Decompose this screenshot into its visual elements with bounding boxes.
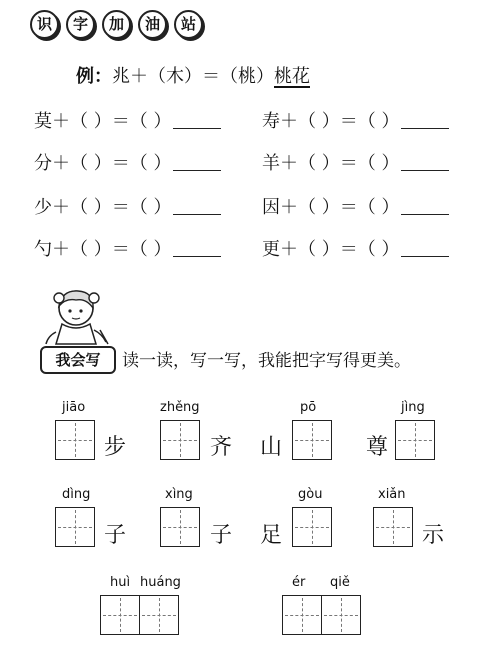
pinyin: pō	[300, 400, 317, 415]
writing-grid[interactable]	[282, 595, 322, 635]
pinyin: huì	[110, 575, 131, 590]
equation-text: 少＋（ ）＝（ ）	[34, 197, 172, 218]
equation-text: 勺＋（ ）＝（ ）	[34, 239, 172, 260]
equation-row	[262, 238, 449, 262]
component-char: 子	[104, 523, 127, 548]
component-char: 尊	[366, 435, 389, 460]
writing-grid[interactable]	[160, 420, 200, 460]
instruction-text: 读一读，写一写，我能把字写得更美。	[122, 351, 411, 371]
pinyin: gòu	[298, 487, 323, 502]
equation-text: 因＋（ ）＝（ ）	[262, 197, 400, 218]
pinyin: qiě	[330, 575, 350, 590]
component-char: 示	[422, 523, 445, 548]
answer-blank[interactable]	[401, 152, 449, 171]
equation-text: 更＋（ ）＝（ ）	[262, 239, 400, 260]
equation-row	[262, 196, 449, 220]
pinyin: zhěng	[160, 400, 200, 415]
writing-grid[interactable]	[373, 507, 413, 547]
equation-row	[262, 152, 449, 176]
equation-text: 莫＋（ ）＝（ ）	[34, 111, 172, 132]
writing-grid[interactable]	[160, 507, 200, 547]
writing-grid[interactable]	[139, 595, 179, 635]
equation-text: 寿＋（ ）＝（ ）	[262, 111, 400, 132]
pinyin: dìng	[62, 487, 91, 502]
answer-blank[interactable]	[173, 238, 221, 257]
pinyin: xìng	[165, 487, 193, 502]
example-equation: 兆＋（木）＝（桃）	[112, 66, 274, 87]
example-line	[76, 62, 310, 88]
answer-blank[interactable]	[173, 110, 221, 129]
section-header	[30, 10, 210, 42]
equation-text: 羊＋（ ）＝（ ）	[262, 153, 400, 174]
pinyin: huáng	[140, 575, 181, 590]
component-char: 足	[260, 523, 283, 548]
component-char: 步	[104, 435, 127, 460]
answer-blank[interactable]	[401, 238, 449, 257]
pinyin: ér	[292, 575, 306, 590]
writing-grid[interactable]	[55, 507, 95, 547]
writing-grid[interactable]	[292, 420, 332, 460]
equation-row	[34, 238, 221, 262]
header-char: 识	[30, 10, 59, 39]
equation-row	[34, 196, 221, 220]
component-char: 子	[210, 523, 233, 548]
header-char: 站	[174, 10, 203, 39]
header-char: 字	[66, 10, 95, 39]
answer-blank[interactable]	[173, 152, 221, 171]
example-label: 例：	[76, 66, 112, 87]
pinyin: xiǎn	[378, 487, 406, 502]
equation-row	[34, 110, 221, 134]
answer-blank[interactable]	[173, 196, 221, 215]
pinyin: jìng	[401, 400, 425, 415]
equation-row	[262, 110, 449, 134]
writing-grid[interactable]	[100, 595, 140, 635]
answer-blank[interactable]	[401, 196, 449, 215]
writing-grid[interactable]	[395, 420, 435, 460]
component-char: 山	[260, 435, 283, 460]
example-answer: 桃花	[274, 66, 310, 87]
writing-grid[interactable]	[55, 420, 95, 460]
equation-text: 分＋（ ）＝（ ）	[34, 153, 172, 174]
equation-row	[34, 152, 221, 176]
section-badge: 我会写	[40, 346, 116, 374]
header-char: 油	[138, 10, 167, 39]
writing-grid[interactable]	[321, 595, 361, 635]
girl-illustration	[36, 286, 116, 348]
pinyin: jiāo	[62, 400, 86, 415]
header-char: 加	[102, 10, 131, 39]
component-char: 齐	[210, 435, 233, 460]
answer-blank[interactable]	[401, 110, 449, 129]
writing-grid[interactable]	[292, 507, 332, 547]
